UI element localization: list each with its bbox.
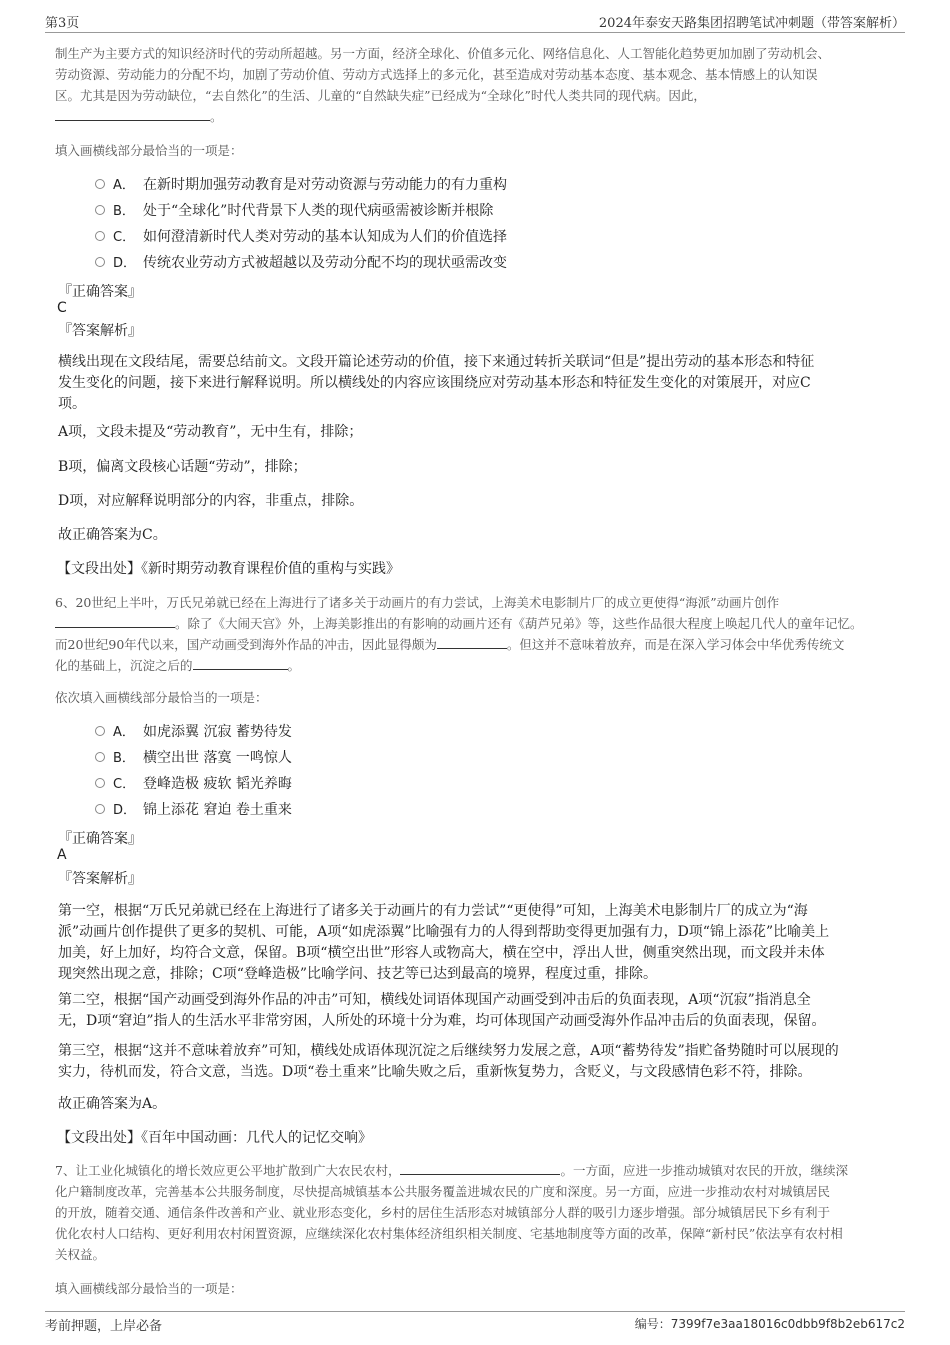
- q6-option-a[interactable]: A． 如虎添翼 沉寂 蓄势待发: [95, 721, 292, 743]
- page-header: [45, 12, 905, 33]
- analysis-line: 第一空，根据“万氏兄弟就已经在上海进行了诸多关于动画片的有力尝试”“更使得”可知，上海美术电影制片厂的成立为“海: [58, 903, 808, 919]
- footer-slogan: 考前押题，上岸必备: [45, 1319, 163, 1334]
- answer-blank: [193, 655, 288, 670]
- analysis-line: 故正确答案为C。: [58, 527, 167, 543]
- q7-passage-line: 优化农村人口结构、更好利用农村闲置资源，应继续深化农村集体经济组织相关制度、宅基地制度等方面的改革，保障“新村民”依法享有农村相: [55, 1226, 843, 1241]
- radio-icon[interactable]: [95, 778, 105, 788]
- q6-option-b[interactable]: B． 横空出世 落寞 一鸣惊人: [95, 747, 292, 769]
- analysis-line: D项，对应解释说明部分的内容，非重点，排除。: [58, 493, 364, 509]
- q6-passage: [55, 592, 895, 676]
- analysis-line: 项。: [58, 396, 86, 412]
- q6-passage-line: 化的基础上，沉淀之后的 。: [55, 655, 895, 676]
- analysis-line: 发生变化的问题，接下来进行解释说明。所以横线处的内容应该围绕应对劳动基本形态和特征发生变化的对策展开，对应C: [58, 375, 811, 391]
- analysis-line: 现突然出现之意，排除；C项“登峰造极”比喻学问、技艺等已达到最高的境界，程度过重，排除。: [58, 966, 658, 982]
- q5-option-d[interactable]: D． 传统农业劳动方式被超越以及劳动分配不均的现状亟需改变: [95, 252, 507, 274]
- analysis-line: 加美，好上加好，均符合文意，保留。B项“横空出世”形容人或物高大，横在空中，浮出人世，侧重突然出现，而文段并未体: [58, 945, 825, 961]
- q5-passage: [55, 43, 895, 127]
- q7-passage-line: 7、让工业化城镇化的增长效应更公平地扩散到广大农民农村， 。一方面，应进一步推动城镇对农民的开放，继续深: [55, 1160, 895, 1181]
- q5-option-a[interactable]: A． 在新时期加强劳动教育是对劳动资源与劳动能力的有力重构: [95, 174, 507, 196]
- q6-analysis-label: 『答案解析』: [58, 871, 142, 887]
- q5-passage-line: 区。尤其是因为劳动缺位，“去自然化”的生活、儿童的“自然缺失症”已经成为“全球化”时代人类共同的现代病。因此，: [55, 88, 706, 103]
- q5-passage-line: 劳动资源、劳动能力的分配不均，加剧了劳动价值、劳动方式选择上的多元化，甚至造成对劳动基本态度、基本观念、基本情感上的认知误: [55, 67, 818, 82]
- analysis-line: 无，D项“窘迫”指人的生活水平非常穷困，人所处的环境十分为难，均可体现国产动画受海外作品冲击后的负面表现，保留。: [58, 1013, 826, 1029]
- q7-passage-line: 的开放，随着交通、通信条件改善和产业、就业形态变化，乡村的居住生活形态对城镇部分人群的吸引力逐步增强。部分城镇居民下乡有利于: [55, 1205, 831, 1220]
- q6-passage-line: 。除了《大闹天宫》外，上海美影推出的有影响的动画片还有《葫芦兄弟》等，这些作品很大程度上唤起几代人的童年记忆。: [55, 613, 895, 634]
- q7-prompt: 填入画横线部分最恰当的一项是：: [55, 1281, 243, 1296]
- q5-option-c[interactable]: C． 如何澄清新时代人类对劳动的基本认知成为人们的价值选择: [95, 226, 507, 248]
- analysis-line: 第二空，根据“国产动画受到海外作品的冲击”可知，横线处词语体现国产动画受到冲击后的负面表现，A项“沉寂”指消息全: [58, 992, 811, 1008]
- q7-passage: [55, 1160, 895, 1265]
- q6-option-c[interactable]: C． 登峰造极 疲软 韬光养晦: [95, 773, 292, 795]
- q7-passage-line: 关权益。: [55, 1247, 106, 1262]
- analysis-line: 故正确答案为A。: [58, 1096, 167, 1112]
- q5-answer: C: [57, 300, 67, 316]
- q6-answer-label: 『正确答案』: [58, 831, 142, 847]
- answer-blank: [400, 1160, 560, 1175]
- q6-analysis-p3: [58, 1041, 898, 1083]
- radio-icon[interactable]: [95, 179, 105, 189]
- analysis-line: 实力，待机而发，符合文意，当选。D项“卷土重来”比喻失败之后，重新恢复势力，含贬义，与文段感情色彩不符，排除。: [58, 1064, 812, 1080]
- q6-analysis-p1: [58, 901, 898, 985]
- analysis-line: 横线出现在文段结尾，需要总结前文。文段开篇论述劳动的价值，接下来通过转折关联词“但是”提出劳动的基本形态和特征: [58, 354, 815, 370]
- analysis-line: 第三空，根据“这并不意味着放弃”可知，横线处成语体现沉淀之后继续努力发展之意，A项“蓄势待发”指贮备势随时可以展现的: [58, 1043, 839, 1059]
- q6-source: 【文段出处】《百年中国动画：几代人的记忆交响》: [57, 1130, 372, 1146]
- q5-analysis: [58, 352, 898, 415]
- page-footer: [45, 1311, 905, 1337]
- document-id: 编号：7399f7e3aa18016c0dbb9f8b2eb617c2: [634, 1317, 905, 1331]
- q5-answer-label: 『正确答案』: [58, 284, 142, 300]
- q7-passage-line: 化户籍制度改革，完善基本公共服务制度，尽快提高城镇基本公共服务覆盖进城农民的广度和深度。另一方面，应进一步推动农村对城镇居民: [55, 1184, 831, 1199]
- q6-analysis-p2: [58, 990, 898, 1032]
- q5-option-b[interactable]: B． 处于“全球化”时代背景下人类的现代病亟需被诊断并根除: [95, 200, 493, 222]
- analysis-line: A项，文段未提及“劳动教育”，无中生有，排除；: [58, 424, 363, 440]
- q5-prompt: 填入画横线部分最恰当的一项是：: [55, 143, 243, 158]
- q6-prompt: 依次填入画横线部分最恰当的一项是：: [55, 690, 268, 705]
- q5-analysis-label: 『答案解析』: [58, 323, 142, 339]
- analysis-line: 派”动画片创作提供了更多的契机、可能，A项“如虎添翼”比喻强有力的人得到帮助变得更加强有力，D项“锦上添花”比喻美上: [58, 924, 830, 940]
- radio-icon[interactable]: [95, 804, 105, 814]
- q6-passage-line: 6、20世纪上半叶，万氏兄弟就已经在上海进行了诸多关于动画片的有力尝试，上海美术电影制片厂的成立更使得“海派”动画片创作: [55, 595, 780, 610]
- document-title: 2024年泰安天路集团招聘笔试冲刺题（带答案解析）: [598, 16, 905, 31]
- q5-passage-line: 制生产为主要方式的知识经济时代的劳动所超越。另一方面，经济全球化、价值多元化、网络信息化、人工智能化趋势更加加剧了劳动机会、: [55, 46, 831, 61]
- answer-blank: [55, 106, 210, 121]
- radio-icon[interactable]: [95, 726, 105, 736]
- q6-answer: A: [57, 847, 67, 863]
- radio-icon[interactable]: [95, 205, 105, 215]
- answer-blank: [437, 634, 507, 649]
- radio-icon[interactable]: [95, 231, 105, 241]
- q5-source: 【文段出处】《新时期劳动教育课程价值的重构与实践》: [57, 561, 400, 577]
- analysis-line: B项，偏离文段核心话题“劳动”，排除；: [58, 459, 307, 475]
- answer-blank: [55, 613, 175, 628]
- q6-option-d[interactable]: D． 锦上添花 窘迫 卷土重来: [95, 799, 292, 821]
- radio-icon[interactable]: [95, 752, 105, 762]
- page-number: 第3页: [45, 16, 80, 31]
- radio-icon[interactable]: [95, 257, 105, 267]
- q5-passage-line: 。: [55, 106, 895, 127]
- q6-passage-line: 而20世纪90年代以来，国产动画受到海外作品的冲击，因此显得颇为 。但这并不意味着放弃，而是在深入学习体会中华优秀传统文: [55, 634, 895, 655]
